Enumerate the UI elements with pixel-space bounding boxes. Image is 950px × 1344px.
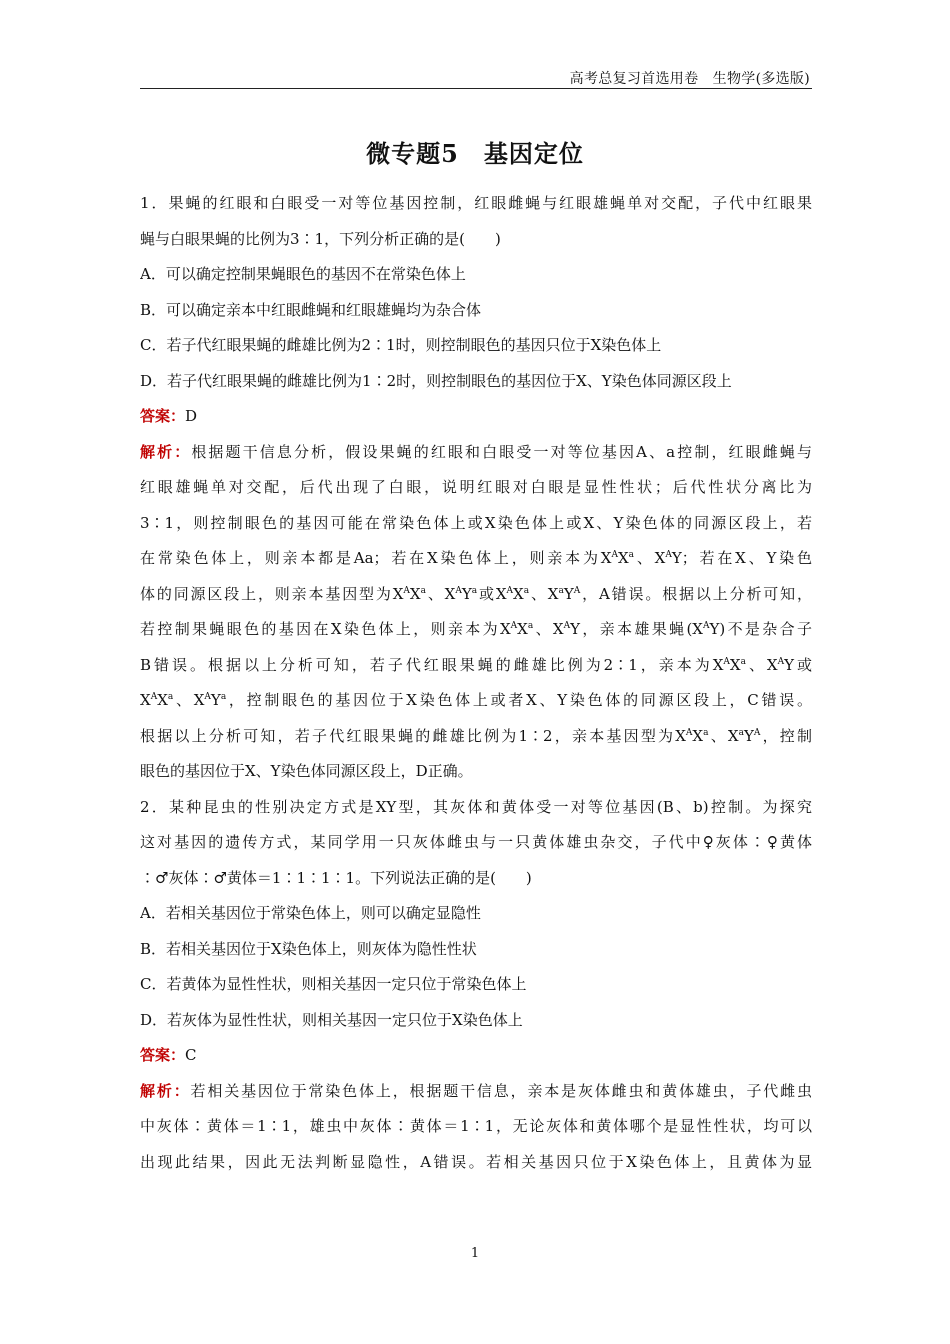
answer-value: D — [185, 407, 198, 425]
page-number: 1 — [470, 1246, 480, 1261]
q1-option-d: D．若子代红眼果蝇的雌雄比例为1∶2时，则控制眼色的基因位于X、Y染色体同源区段上 — [140, 371, 732, 390]
q1-answer — [140, 399, 812, 435]
document-body — [140, 186, 812, 1180]
q1-option-c: C．若子代红眼果蝇的雌雄比例为2∶1时，则控制眼色的基因只位于X染色体上 — [140, 336, 662, 354]
q2-option-b: B．若相关基因位于X染色体上，则灰体为隐性性状 — [140, 939, 477, 958]
q1-option-a: A．可以确定控制果蝇眼色的基因不在常染色体上 — [140, 265, 466, 283]
q2-analysis-line-3: 出现此结果，因此无法判断显隐性，A错误。若相关基因只位于X染色体上，且黄体为显 — [140, 1152, 812, 1171]
analysis-label: 解析： — [140, 442, 192, 461]
q1-analysis-line-1: 解析：根据题干信息分析，假设果蝇的红眼和白眼受一对等位基因A、a控制，红眼雌蝇与 — [140, 442, 812, 461]
q2-option-d: D．若灰体为显性性状，则相关基因一定只位于X染色体上 — [140, 1010, 523, 1029]
answer-label: 答案： — [140, 1046, 186, 1064]
q2-stem-line-1: 2．某种昆虫的性别决定方式是XY型，其灰体和黄体受一对等位基因(B、b)控制。为探究 — [140, 797, 812, 816]
q1-stem-line-2: 蝇与白眼果蝇的比例为3∶1，下列分析正确的是( ) — [140, 229, 501, 248]
answer-value: C — [185, 1046, 197, 1064]
q1-analysis-line-9: 根据以上分析可知，若子代红眼果蝇的雌雄比例为1∶2，亲本基因型为$X^AX^a$、$X^aY^A$，控制 — [140, 726, 812, 745]
q1-option-b: B．可以确定亲本中红眼雌蝇和红眼雄蝇均为杂合体 — [140, 300, 482, 319]
q1-analysis-line-5: 体的同源区段上，则亲本基因型为$X^AX^a$、$X^AY^a$或$X^AX^a$、$X^aY^A$，A错误。根据以上分析可知， — [140, 584, 812, 603]
q1-analysis-line-8: $X^AX^a$、$X^AY^a$，控制眼色的基因位于X染色体上或者X、Y染色体的同源区段上，C错误。 — [140, 691, 812, 709]
q2-stem-line-2: 这对基因的遗传方式，某同学用一只灰体雌虫与一只黄体雄虫杂交，子代中♀灰体∶♀黄体 — [140, 833, 812, 851]
q1-stem-line-1: 1．果蝇的红眼和白眼受一对等位基因控制，红眼雌蝇与红眼雄蝇单对交配，子代中红眼果 — [140, 194, 812, 212]
page-title: 微专题5 基因定位 — [366, 139, 584, 168]
q1-analysis-line-4: 在常染色体上，则亲本都是Aa；若在X染色体上，则亲本为$X^AX^a$、$X^AY$；若在X、Y染色 — [140, 549, 812, 567]
q1-analysis-line-7: B错误。根据以上分析可知，若子代红眼果蝇的雌雄比例为2∶1，亲本为$X^AX^a$、$X^AY$或 — [140, 655, 812, 674]
q2-option-c: C．若黄体为显性性状，则相关基因一定只位于常染色体上 — [140, 975, 527, 993]
q1-analysis-line-2: 红眼雄蝇单对交配，后代出现了白眼，说明红眼对白眼是显性性状；后代性状分离比为 — [140, 478, 812, 496]
q1-analysis-line-6: 若控制果蝇眼色的基因在X染色体上，则亲本为$X^AX^a$、$X^AY$，亲本雄果蝇$(X^AY)$不是杂合子 — [140, 620, 812, 638]
header-text: 高考总复习首选用卷 生物学(多选版) — [569, 71, 810, 87]
page-header — [140, 66, 812, 89]
answer-label: 答案： — [140, 407, 186, 425]
q2-analysis-line-1: 解析：若相关基因位于常染色体上，根据题干信息，亲本是灰体雌虫和黄体雄虫，子代雌虫 — [140, 1081, 812, 1100]
q2-option-a: A．若相关基因位于常染色体上，则可以确定显隐性 — [140, 904, 481, 922]
q1-analysis-line-10: 眼色的基因位于X、Y染色体同源区段上，D正确。 — [140, 762, 473, 780]
q2-analysis-line-2: 中灰体∶黄体＝1∶1，雄虫中灰体∶黄体＝1∶1，无论灰体和黄体哪个是显性性状，均可以 — [140, 1117, 812, 1135]
analysis-label: 解析： — [140, 1081, 191, 1100]
q2-stem-line-3: ∶♂灰体∶♂黄体＝1∶1∶1∶1。下列说法正确的是( ) — [140, 868, 532, 887]
q1-analysis-line-3: 3∶1，则控制眼色的基因可能在常染色体上或X染色体上或X、Y染色体的同源区段上，若 — [140, 513, 812, 532]
q2-answer — [140, 1038, 812, 1074]
